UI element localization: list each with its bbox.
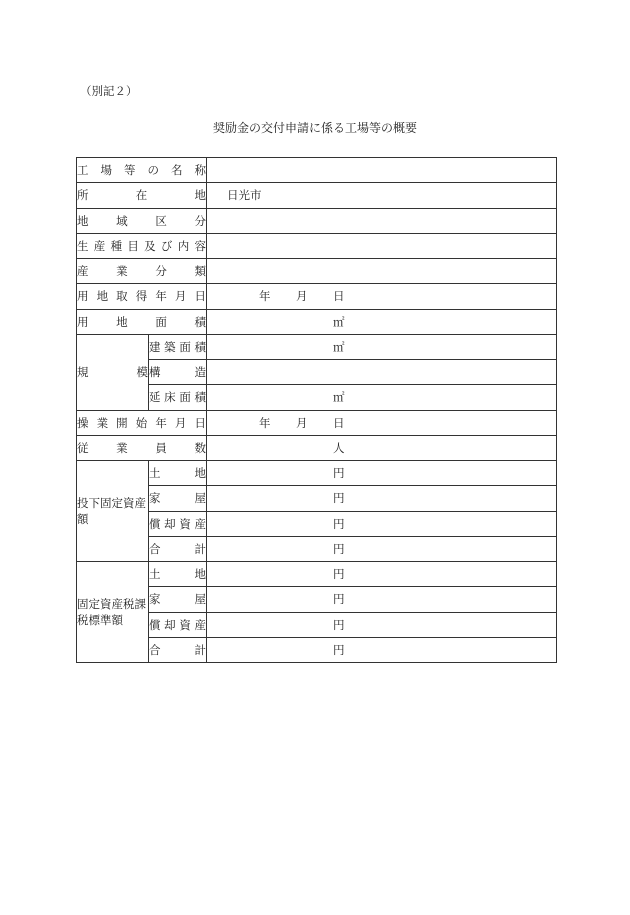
row-investment-depreciable — [77, 511, 557, 536]
structure-label-cell — [149, 360, 207, 385]
label-glyph: 面 — [155, 314, 167, 329]
label-glyph: 積 — [194, 339, 206, 354]
factory-name-label-cell — [77, 158, 207, 183]
label-glyph: 在 — [135, 188, 148, 203]
employees-unit: 人 — [333, 440, 345, 455]
row-investment-building — [77, 486, 557, 511]
label-glyph: 建 — [149, 339, 161, 354]
row-land-acquired — [77, 284, 557, 309]
label-glyph: 家 — [149, 592, 161, 607]
taxbase-land-label — [149, 566, 206, 582]
taxbase-building-label — [149, 591, 206, 607]
label-glyph: の — [147, 163, 159, 178]
investment-land-label-cell — [149, 461, 207, 486]
structure-value-cell — [207, 360, 557, 385]
operation-start-month: 月 — [296, 415, 308, 430]
area-class-label — [77, 213, 206, 229]
row-industry — [77, 259, 557, 284]
label-glyph: 規 — [77, 365, 89, 380]
label-glyph: 産 — [93, 238, 106, 253]
label-glyph: 地 — [194, 466, 206, 481]
floor-area-value-cell — [207, 385, 557, 410]
label-glyph: 屋 — [194, 592, 206, 607]
investment-land-value-cell — [207, 461, 557, 486]
label-glyph: 生 — [77, 238, 89, 253]
land-acquired-year: 年 — [259, 289, 271, 304]
industry-label — [77, 263, 206, 279]
label-glyph: 地 — [77, 213, 89, 228]
row-land-area — [77, 309, 557, 334]
investment-land-unit: 円 — [333, 466, 345, 481]
label-glyph: 床 — [164, 390, 176, 405]
label-glyph: 業 — [96, 415, 109, 430]
factory-name-label — [77, 162, 206, 178]
label-glyph: 地 — [116, 314, 128, 329]
investment-total-label — [149, 541, 206, 557]
location-label-cell — [77, 183, 207, 208]
products-label-cell — [77, 233, 207, 258]
label-glyph: 所 — [77, 188, 89, 203]
taxbase-total-label — [149, 642, 206, 658]
floor-area-unit: ㎡ — [333, 390, 345, 405]
label-glyph: 始 — [135, 415, 148, 430]
taxbase-total-label-cell — [149, 637, 207, 662]
label-glyph: び — [160, 238, 173, 253]
label-glyph: 業 — [116, 440, 128, 455]
document-title: 奨励金の交付申請に係る工場等の概要 — [212, 121, 417, 135]
label-glyph: 日 — [194, 289, 206, 304]
label-glyph: 区 — [155, 213, 167, 228]
products-label — [77, 238, 206, 254]
investment-depreciable-value-cell — [207, 511, 557, 536]
land-area-unit: ㎡ — [333, 314, 345, 329]
label-glyph: 用 — [77, 314, 89, 329]
row-taxbase-total — [77, 637, 557, 662]
label-glyph: 産 — [77, 264, 89, 279]
label-glyph: 場 — [100, 163, 112, 178]
taxbase-depreciable-label-cell — [149, 612, 207, 637]
row-location — [77, 183, 557, 208]
row-products — [77, 233, 557, 258]
label-glyph: 数 — [194, 440, 206, 455]
investment-label: 投下固定資産額 — [77, 496, 146, 526]
label-glyph: 積 — [194, 314, 206, 329]
factory-overview-table — [76, 157, 557, 663]
building-area-unit: ㎡ — [333, 339, 345, 354]
label-glyph: 築 — [164, 339, 176, 354]
label-glyph: 名 — [171, 163, 183, 178]
industry-value-cell — [207, 259, 557, 284]
label-glyph: 称 — [194, 163, 206, 178]
taxbase-label: 固定資産税課税標準額 — [77, 597, 146, 627]
scale-group-cell — [77, 334, 149, 410]
label-glyph: 産 — [194, 617, 206, 632]
label-glyph: 合 — [149, 642, 161, 657]
area-class-value-cell — [207, 208, 557, 233]
label-glyph: 年 — [155, 289, 167, 304]
label-glyph: 取 — [116, 289, 128, 304]
factory-name-value-cell — [207, 158, 557, 183]
taxbase-building-unit: 円 — [333, 592, 345, 607]
row-scale-structure — [77, 360, 557, 385]
investment-building-unit: 円 — [333, 491, 345, 506]
land-acquired-label-cell — [77, 284, 207, 309]
label-glyph: 屋 — [194, 491, 206, 506]
label-glyph: 月 — [174, 289, 187, 304]
appendix-note: （別記２） — [80, 84, 138, 98]
taxbase-land-label-cell — [149, 562, 207, 587]
operation-start-day: 日 — [333, 415, 345, 430]
label-glyph: 用 — [77, 289, 89, 304]
investment-building-label — [149, 490, 206, 506]
label-glyph: 年 — [155, 415, 167, 430]
investment-total-unit: 円 — [333, 541, 345, 556]
label-glyph: 計 — [194, 541, 206, 556]
employees-label — [77, 440, 206, 456]
floor-area-label — [149, 389, 206, 405]
row-factory-name — [77, 158, 557, 183]
label-glyph: 日 — [194, 415, 206, 430]
operation-start-year: 年 — [259, 415, 271, 430]
label-glyph: 類 — [194, 264, 206, 279]
label-glyph: 得 — [135, 289, 148, 304]
operation-start-label-cell — [77, 410, 207, 435]
taxbase-building-value-cell — [207, 587, 557, 612]
area-class-label-cell — [77, 208, 207, 233]
label-glyph: 分 — [194, 213, 206, 228]
land-acquired-label — [77, 288, 206, 304]
investment-group-cell — [77, 461, 149, 562]
label-glyph: 開 — [116, 415, 128, 430]
taxbase-group-cell — [77, 562, 149, 663]
land-area-label — [77, 314, 206, 330]
label-glyph: 容 — [194, 238, 206, 253]
label-glyph: 及 — [144, 238, 156, 253]
taxbase-land-value-cell — [207, 562, 557, 587]
label-glyph: 造 — [194, 365, 206, 380]
label-glyph: 域 — [116, 213, 128, 228]
taxbase-land-unit: 円 — [333, 567, 345, 582]
building-area-label-cell — [149, 334, 207, 359]
label-glyph: 資 — [179, 617, 191, 632]
land-acquired-value-cell — [207, 284, 557, 309]
location-label — [77, 187, 206, 203]
taxbase-total-value-cell — [207, 637, 557, 662]
row-investment-land — [77, 461, 557, 486]
label-glyph: 却 — [164, 617, 176, 632]
row-taxbase-land — [77, 562, 557, 587]
land-acquired-month: 月 — [296, 289, 308, 304]
label-glyph: 地 — [96, 289, 109, 304]
label-glyph: 家 — [149, 491, 161, 506]
employees-label-cell — [77, 435, 207, 460]
investment-depreciable-label-cell — [149, 511, 207, 536]
label-glyph: 積 — [194, 390, 206, 405]
investment-land-label — [149, 465, 206, 481]
products-value-cell — [207, 233, 557, 258]
label-glyph: 資 — [179, 516, 191, 531]
location-value: 日光市 — [227, 188, 262, 203]
label-glyph: 延 — [149, 390, 161, 405]
label-glyph: 面 — [179, 390, 191, 405]
floor-area-label-cell — [149, 385, 207, 410]
employees-value-cell — [207, 435, 557, 460]
structure-label — [149, 364, 206, 380]
operation-start-label — [77, 415, 206, 431]
investment-total-label-cell — [149, 536, 207, 561]
location-value-cell — [207, 183, 557, 208]
row-scale-building-area — [77, 334, 557, 359]
label-glyph: 土 — [149, 567, 161, 582]
label-glyph: 等 — [124, 163, 136, 178]
row-area-class — [77, 208, 557, 233]
investment-building-value-cell — [207, 486, 557, 511]
label-glyph: 分 — [155, 264, 167, 279]
operation-start-value-cell — [207, 410, 557, 435]
industry-label-cell — [77, 259, 207, 284]
investment-depreciable-label — [149, 516, 206, 532]
label-glyph: 従 — [77, 440, 89, 455]
label-glyph: 模 — [136, 365, 148, 380]
label-glyph: 面 — [179, 339, 191, 354]
label-glyph: 目 — [127, 238, 139, 253]
label-glyph: 土 — [149, 466, 161, 481]
row-investment-total — [77, 536, 557, 561]
label-glyph: 産 — [194, 516, 206, 531]
investment-depreciable-unit: 円 — [333, 516, 345, 531]
label-glyph: 業 — [116, 264, 128, 279]
label-glyph: 工 — [77, 163, 89, 178]
land-area-label-cell — [77, 309, 207, 334]
row-operation-start — [77, 410, 557, 435]
taxbase-building-label-cell — [149, 587, 207, 612]
label-glyph: 地 — [194, 188, 206, 203]
land-area-value-cell — [207, 309, 557, 334]
taxbase-depreciable-unit: 円 — [333, 617, 345, 632]
label-glyph: 計 — [194, 642, 206, 657]
taxbase-total-unit: 円 — [333, 642, 345, 657]
label-glyph: 操 — [77, 415, 89, 430]
taxbase-depreciable-label — [149, 617, 206, 633]
label-glyph: 種 — [110, 238, 123, 253]
label-glyph: 内 — [177, 238, 190, 253]
row-employees — [77, 435, 557, 460]
building-area-label — [149, 339, 206, 355]
investment-total-value-cell — [207, 536, 557, 561]
land-acquired-day: 日 — [333, 289, 345, 304]
row-taxbase-depreciable — [77, 612, 557, 637]
label-glyph: 償 — [149, 617, 161, 632]
building-area-value-cell — [207, 334, 557, 359]
scale-label — [77, 364, 148, 380]
label-glyph: 地 — [194, 567, 206, 582]
investment-building-label-cell — [149, 486, 207, 511]
label-glyph: 構 — [149, 365, 161, 380]
label-glyph: 償 — [149, 516, 161, 531]
label-glyph: 却 — [164, 516, 176, 531]
row-taxbase-building — [77, 587, 557, 612]
taxbase-depreciable-value-cell — [207, 612, 557, 637]
label-glyph: 員 — [155, 440, 167, 455]
label-glyph: 合 — [149, 541, 161, 556]
row-scale-floor-area — [77, 385, 557, 410]
label-glyph: 月 — [174, 415, 187, 430]
